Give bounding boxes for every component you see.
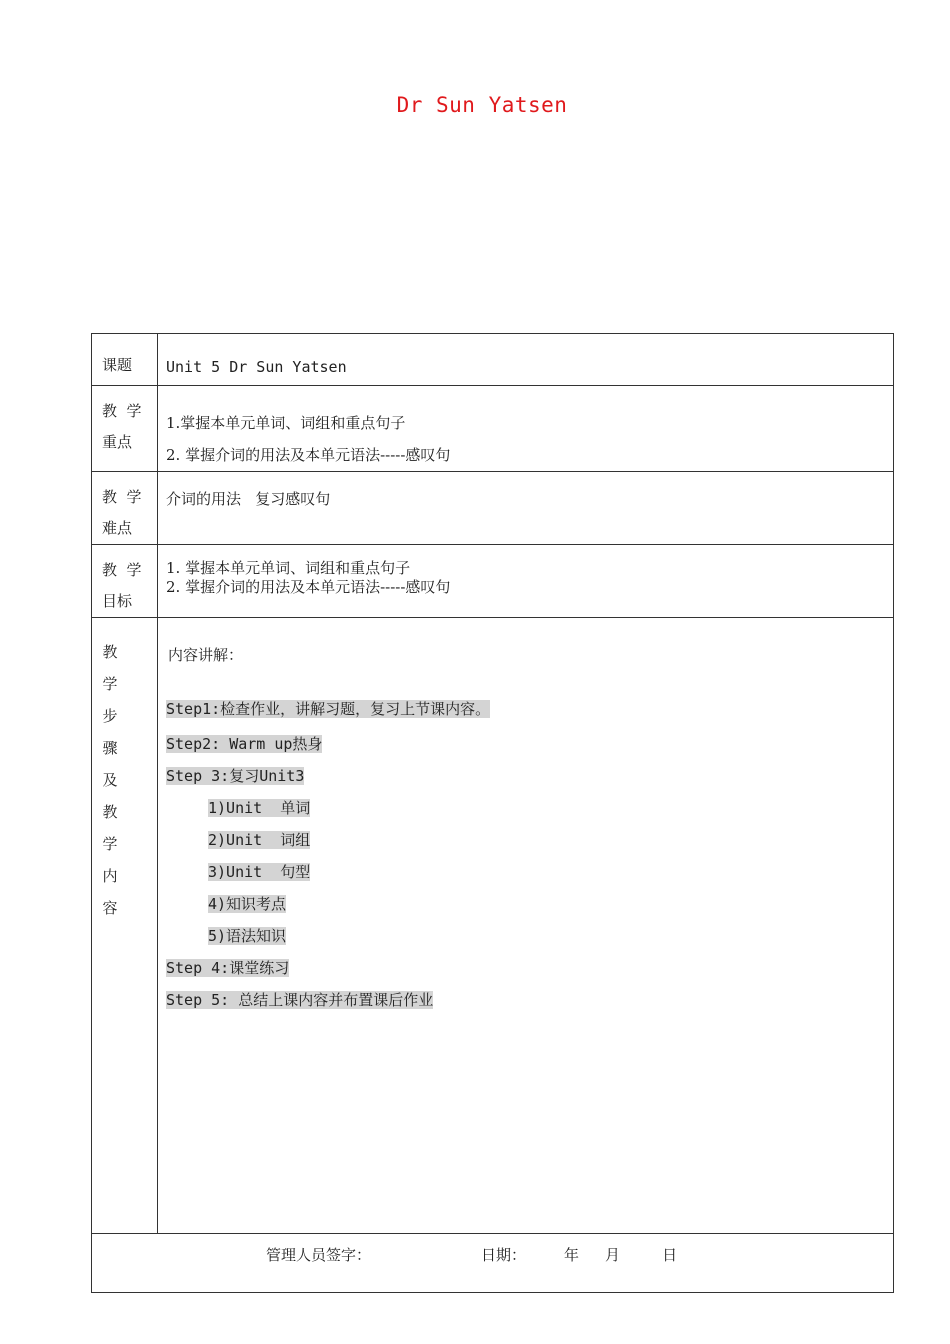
step-3-sub-3: 3)Unit 句型 xyxy=(208,863,311,881)
step-5: Step 5: 总结上课内容并布置课后作业 xyxy=(166,991,434,1009)
steps-intro: 内容讲解： xyxy=(168,646,244,664)
date-label: 日期： xyxy=(481,1246,527,1264)
steps-label-char: 步 xyxy=(102,707,118,725)
day-label: 日 xyxy=(662,1246,678,1264)
step-4: Step 4:课堂练习 xyxy=(166,959,290,977)
step-3-sub-2: 2)Unit 词组 xyxy=(208,831,311,849)
step-1: Step1:检查作业，讲解习题，复习上节课内容。 xyxy=(166,700,491,718)
key-points-label-line1: 教 学 xyxy=(102,402,142,420)
objectives-label-cell xyxy=(92,545,158,618)
step-3-sub-4: 4)知识考点 xyxy=(208,895,287,913)
steps-label-char: 教 xyxy=(102,803,118,821)
steps-label-char: 学 xyxy=(102,835,118,853)
difficulties-content-cell xyxy=(158,472,894,545)
difficulties-label-cell xyxy=(92,472,158,545)
signature-label: 管理人员签字： xyxy=(266,1246,372,1264)
difficulties-label-line2: 难点 xyxy=(102,519,133,537)
steps-label-char: 骤 xyxy=(102,739,118,757)
steps-label-char: 容 xyxy=(102,899,118,917)
objectives-row xyxy=(92,545,894,618)
step-2: Step2: Warm up热身 xyxy=(166,735,323,753)
objective-item-2: 2. 掌握介词的用法及本单元语法-----感叹句 xyxy=(166,578,451,596)
steps-label-char: 及 xyxy=(102,771,118,789)
year-label: 年 xyxy=(564,1246,580,1264)
objectives-content-cell xyxy=(158,545,894,618)
month-label: 月 xyxy=(605,1246,621,1264)
key-points-content-cell xyxy=(158,386,894,472)
document-title: Dr Sun Yatsen xyxy=(396,93,568,117)
lesson-plan-table xyxy=(91,333,894,1293)
difficulties-row xyxy=(92,472,894,545)
steps-row xyxy=(92,618,894,1234)
objectives-label-line1: 教 学 xyxy=(102,561,142,579)
key-point-item-1: 1.掌握本单元单词、词组和重点句子 xyxy=(166,414,406,432)
topic-label-cell xyxy=(92,334,158,386)
steps-vertical-label xyxy=(92,618,128,924)
topic-label: 课题 xyxy=(102,356,133,374)
step-3-sub-1: 1)Unit 单词 xyxy=(208,799,311,817)
signature-row xyxy=(92,1234,894,1293)
steps-content-cell xyxy=(158,618,894,1234)
objectives-label-line2: 目标 xyxy=(102,592,133,610)
steps-label-char: 教 xyxy=(102,643,118,661)
step-3: Step 3:复习Unit3 xyxy=(166,767,305,785)
steps-label-cell xyxy=(92,618,158,1234)
key-points-label-line2: 重点 xyxy=(102,433,133,451)
key-points-row xyxy=(92,386,894,472)
key-point-item-2: 2. 掌握介词的用法及本单元语法-----感叹句 xyxy=(166,446,451,464)
steps-label-char: 学 xyxy=(102,675,118,693)
difficulties-value: 介词的用法 复习感叹句 xyxy=(166,490,331,508)
topic-row xyxy=(92,334,894,386)
signature-cell xyxy=(92,1234,894,1293)
topic-value-cell xyxy=(158,334,894,386)
difficulties-label-line1: 教 学 xyxy=(102,488,142,506)
topic-value: Unit 5 Dr Sun Yatsen xyxy=(166,358,347,376)
step-3-sub-5: 5)语法知识 xyxy=(208,927,287,945)
objective-item-1: 1. 掌握本单元单词、词组和重点句子 xyxy=(166,559,411,577)
key-points-label-cell xyxy=(92,386,158,472)
steps-label-char: 内 xyxy=(102,867,118,885)
